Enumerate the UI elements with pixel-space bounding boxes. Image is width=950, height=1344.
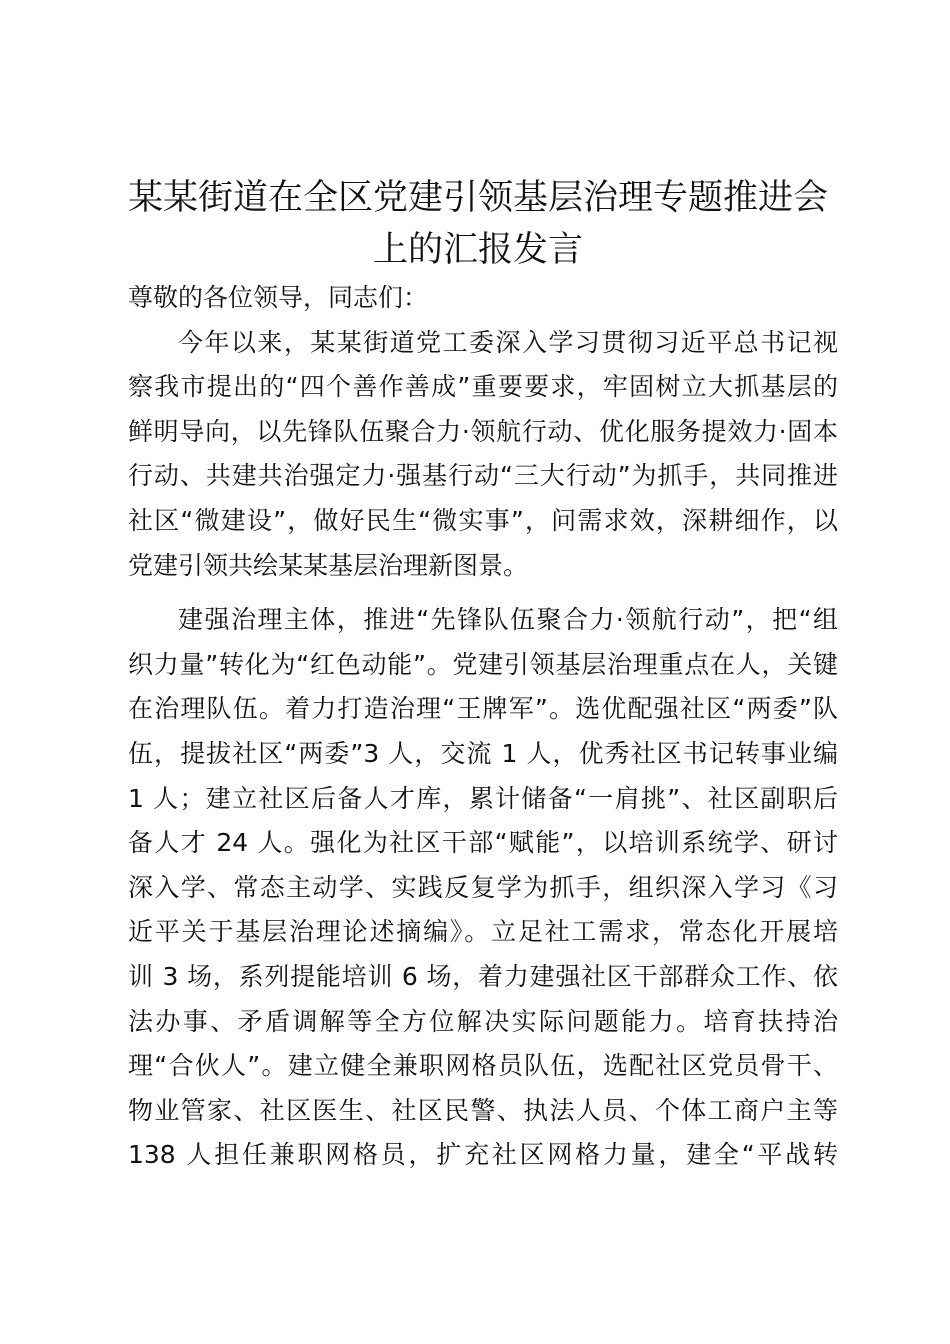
paragraph-line: 138 人担任兼职网格员，扩充社区网格力量，建全“平战转 [128, 1140, 838, 1170]
paragraph-line: 今年以来，某某街道党工委深入学习贯彻习近平总书记视 [178, 327, 838, 357]
paragraph-line: 1 人；建立社区后备人才库，累计储备“一肩挑”、社区副职后 [128, 783, 838, 813]
paragraph-line: 备人才 24 人。强化为社区干部“赋能”，以培训系统学、研讨 [128, 828, 838, 858]
paragraph-line: 理“合伙人”。建立健全兼职网格员队伍，选配社区党员骨干、 [128, 1051, 838, 1081]
paragraph-line: 建强治理主体，推进“先锋队伍聚合力·领航行动”，把“组 [178, 605, 838, 635]
paragraph-line: 织力量”转化为“红色动能”。党建引领基层治理重点在人，关键 [128, 649, 838, 679]
paragraph-line: 察我市提出的“四个善作善成”重要要求，牢固树立大抓基层的 [128, 372, 838, 402]
paragraph-line: 物业管家、社区医生、社区民警、执法人员、个体工商户主等 [128, 1095, 838, 1125]
paragraph-line: 鲜明导向，以先锋队伍聚合力·领航行动、优化服务提效力·固本 [128, 416, 838, 446]
title-line-1: 某某街道在全区党建引领基层治理专题推进会 [127, 178, 828, 218]
title-line-2: 上的汇报发言 [372, 230, 583, 270]
document-body [128, 276, 838, 1178]
paragraph-1 [128, 321, 838, 589]
paragraph-line: 训 3 场，系列提能培训 6 场，着力建强社区干部群众工作、依 [128, 961, 838, 991]
paragraph-line: 法办事、矛盾调解等全方位解决实际问题能力。培育扶持治 [128, 1006, 838, 1036]
paragraph-line: 党建引领共绘某某基层治理新图景。 [128, 550, 529, 580]
document-title [120, 172, 836, 276]
salutation: 尊敬的各位领导，同志们： [128, 283, 429, 312]
paragraph-line: 在治理队伍。着力打造治理“王牌军”。选优配强社区“两委”队 [128, 694, 838, 724]
paragraph-line: 伍，提拔社区“两委”3 人，交流 1 人，优秀社区书记转事业编 [128, 738, 838, 768]
paragraph-spacing [128, 588, 838, 598]
paragraph-line: 深入学、常态主动学、实践反复学为抓手，组织深入学习《习 [128, 872, 838, 902]
paragraph-line: 近平关于基层治理论述摘编》。立足社工需求，常态化开展培 [128, 917, 838, 947]
paragraph-line: 行动、共建共治强定力·强基行动“三大行动”为抓手，共同推进 [128, 461, 838, 491]
paragraph-2 [128, 598, 838, 1178]
paragraph-line: 社区“微建设”，做好民生“微实事”，问需求效，深耕细作，以 [128, 505, 838, 535]
